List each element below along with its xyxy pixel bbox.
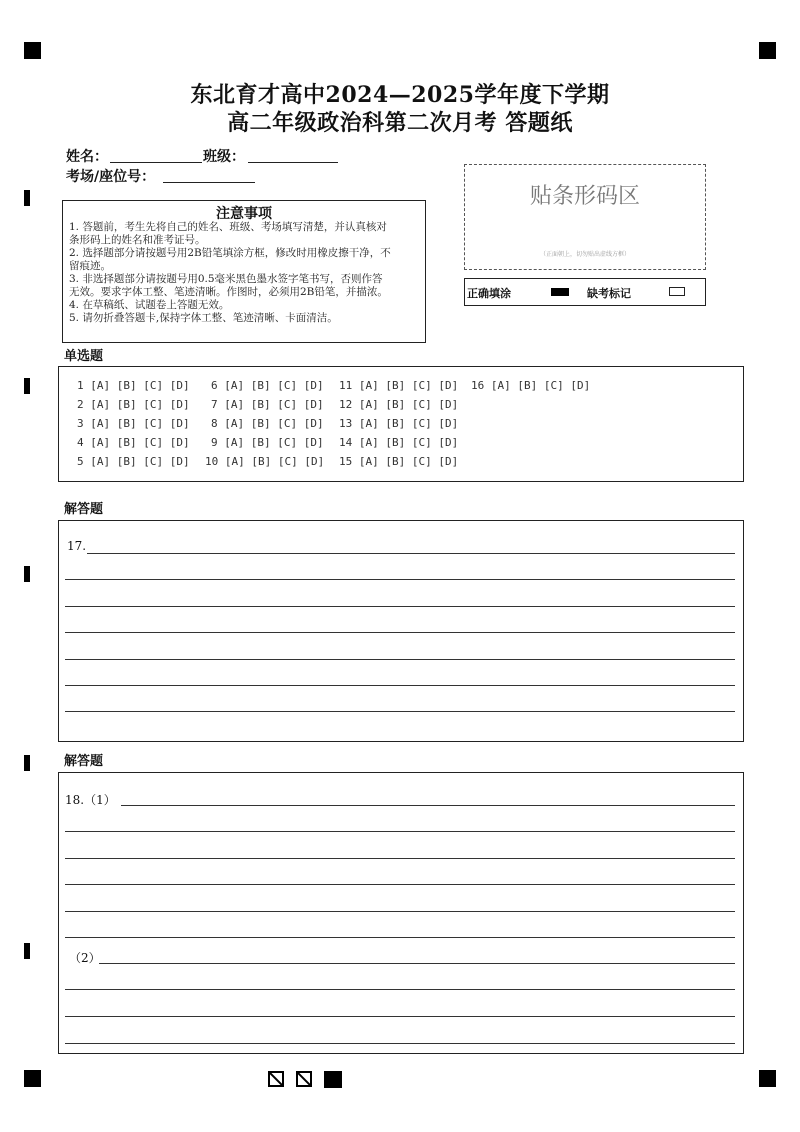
choice-item[interactable]: 2 [A] [B] [C] [D] xyxy=(77,398,190,411)
q17-number: 17. xyxy=(67,539,87,553)
page-title-line1: 东北育才高中2024—2025学年度下学期 xyxy=(190,82,610,108)
corner-marker-top-left xyxy=(24,42,41,59)
choice-item[interactable]: 9 [A] [B] [C] [D] xyxy=(211,436,324,449)
notice-title: 注意事项 xyxy=(216,206,272,222)
barcode-hint: （正面朝上，切勿贴出虚线方框） xyxy=(539,251,630,258)
choice-item[interactable]: 5 [A] [B] [C] [D] xyxy=(77,455,190,468)
choice-item[interactable]: 7 [A] [B] [C] [D] xyxy=(211,398,324,411)
corner-marker-top-right xyxy=(759,42,776,59)
notice-line: 留痕迹。 xyxy=(69,260,111,272)
notice-line: 2. 选择题部分请按题号用2B铅笔填涂方框，修改时用橡皮擦干净，不 xyxy=(69,247,391,259)
answer-line[interactable] xyxy=(65,579,735,580)
answer-line[interactable] xyxy=(65,1043,735,1044)
single-choice-box xyxy=(58,366,744,482)
choice-item[interactable]: 4 [A] [B] [C] [D] xyxy=(77,436,190,449)
choice-item[interactable]: 6 [A] [B] [C] [D] xyxy=(211,379,324,392)
answer-line[interactable] xyxy=(121,805,735,806)
answer-line[interactable] xyxy=(65,632,735,633)
fill-legend xyxy=(464,278,706,306)
absent-mark-checkbox[interactable] xyxy=(669,287,685,296)
notice-line: 条形码上的姓名和准考证号。 xyxy=(69,234,206,246)
choice-item[interactable]: 13 [A] [B] [C] [D] xyxy=(339,417,459,430)
corner-marker-bottom-right xyxy=(759,1070,776,1087)
timing-mark xyxy=(24,566,30,582)
answer-line[interactable] xyxy=(65,659,735,660)
answer-line[interactable] xyxy=(99,963,735,964)
answer-line[interactable] xyxy=(65,711,735,712)
seat-label: 考场/座位号： xyxy=(66,169,156,185)
seat-field[interactable] xyxy=(163,182,255,183)
choice-item[interactable]: 16 [A] [B] [C] [D] xyxy=(471,379,591,392)
name-field[interactable] xyxy=(110,162,202,163)
timing-mark xyxy=(24,378,30,394)
choice-item[interactable]: 11 [A] [B] [C] [D] xyxy=(339,379,459,392)
page-id-slash-box xyxy=(268,1071,284,1087)
page-title-line2: 高二年级政治科第二次月考 答题纸 xyxy=(227,110,573,136)
absent-mark-label: 缺考标记 xyxy=(587,287,631,300)
answer-line[interactable] xyxy=(65,606,735,607)
notice-line: 1. 答题前，考生先将自己的姓名、班级、考场填写清楚，并认真核对 xyxy=(69,221,387,233)
timing-mark xyxy=(24,190,30,206)
choice-item[interactable]: 15 [A] [B] [C] [D] xyxy=(339,455,459,468)
answer-line[interactable] xyxy=(65,989,735,990)
q17-section-label: 解答题 xyxy=(64,502,104,517)
choice-item[interactable]: 1 [A] [B] [C] [D] xyxy=(77,379,190,392)
q18-number: 18.（1） xyxy=(65,793,116,807)
timing-mark xyxy=(24,943,30,959)
timing-mark xyxy=(24,755,30,771)
corner-marker-bottom-left xyxy=(24,1070,41,1087)
correct-fill-sample xyxy=(551,288,569,296)
answer-line[interactable] xyxy=(87,553,735,554)
name-label: 姓名： xyxy=(66,149,108,165)
answer-line[interactable] xyxy=(65,884,735,885)
class-field[interactable] xyxy=(248,162,338,163)
answer-line[interactable] xyxy=(65,937,735,938)
notice-line: 无效。要求字体工整、笔迹清晰。作图时，必须用2B铅笔，并描浓。 xyxy=(69,286,388,298)
answer-line[interactable] xyxy=(65,1016,735,1017)
answer-line[interactable] xyxy=(65,685,735,686)
barcode-title: 贴条形码区 xyxy=(529,184,640,209)
choice-item[interactable]: 10 [A] [B] [C] [D] xyxy=(205,455,325,468)
notice-line: 4. 在草稿纸、试题卷上答题无效。 xyxy=(69,299,230,311)
choice-item[interactable]: 14 [A] [B] [C] [D] xyxy=(339,436,459,449)
notice-box xyxy=(62,200,426,343)
q18-part2-number: （2） xyxy=(69,951,101,965)
answer-line[interactable] xyxy=(65,831,735,832)
q17-answer-box xyxy=(58,520,744,742)
correct-fill-label: 正确填涂 xyxy=(467,287,511,300)
q18-answer-box xyxy=(58,772,744,1054)
q18-section-label: 解答题 xyxy=(64,754,104,769)
barcode-area xyxy=(464,164,706,270)
choice-item[interactable]: 12 [A] [B] [C] [D] xyxy=(339,398,459,411)
choice-item[interactable]: 8 [A] [B] [C] [D] xyxy=(211,417,324,430)
notice-line: 5. 请勿折叠答题卡,保持字体工整、笔迹清晰、卡面清洁。 xyxy=(69,312,338,324)
answer-line[interactable] xyxy=(65,911,735,912)
notice-line: 3. 非选择题部分请按题号用0.5毫米黑色墨水签字笔书写，否则作答 xyxy=(69,273,383,285)
choice-item[interactable]: 3 [A] [B] [C] [D] xyxy=(77,417,190,430)
single-choice-label: 单选题 xyxy=(64,349,104,364)
class-label: 班级： xyxy=(203,149,245,165)
answer-line[interactable] xyxy=(65,858,735,859)
page-id-slash-box xyxy=(296,1071,312,1087)
page-id-filled-box xyxy=(324,1071,342,1088)
